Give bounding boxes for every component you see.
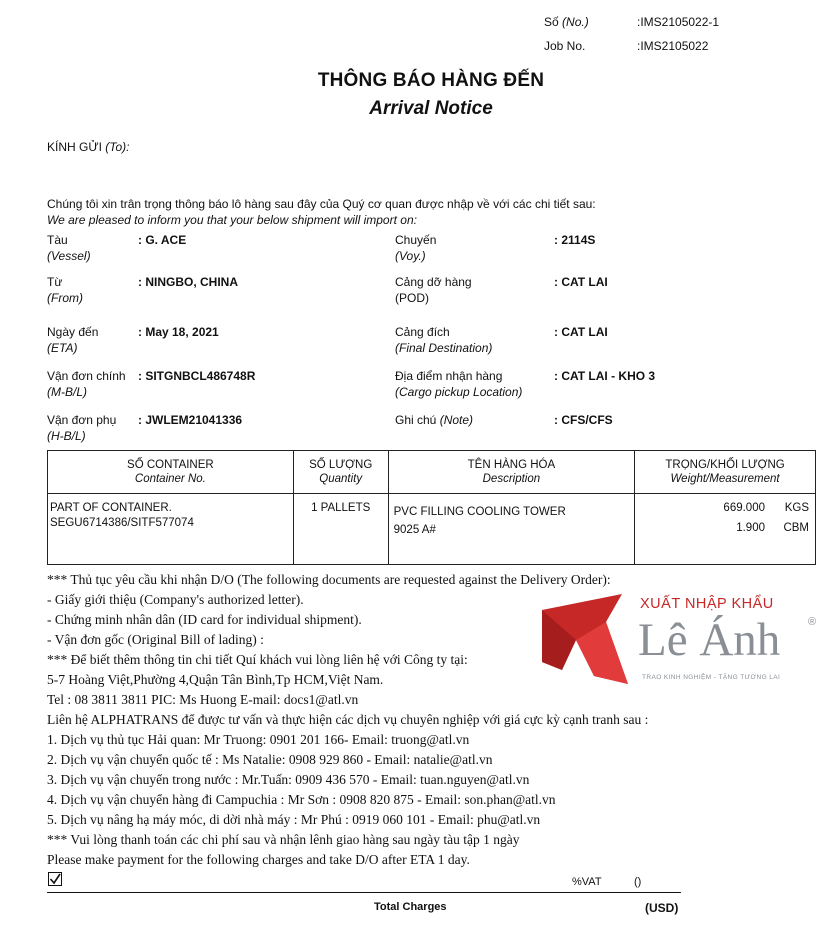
mbl-label-en: (M-B/L) (47, 385, 87, 399)
cell-quantity: 1 PALLETS (293, 494, 388, 565)
vessel-label (47, 233, 91, 263)
voyage-label (395, 233, 436, 263)
note-label (395, 413, 473, 427)
cell-description (388, 494, 635, 565)
desc-line-2: 9025 A# (393, 524, 436, 536)
final-dest-label-vn: Cảng đích (395, 325, 450, 339)
note-line: 5. Dịch vụ nâng hạ máy móc, di dời nhà máy : Mr Phú : 0919 060 101 - Email: phu@atl.vn (47, 812, 541, 827)
pod-label-en: (POD) (395, 291, 429, 305)
note-line: *** Thủ tục yêu cầu khi nhận D/O (The following documents are requested against the Delivery Order): (47, 572, 611, 587)
weight-value: 669.000 (723, 502, 765, 514)
to-label-vn: KÍNH GỬI (47, 140, 102, 154)
note-line: - Vận đơn gốc (Original Bill of lading) : (47, 632, 264, 647)
watermark-top: XUẤT NHẬP KHẨU (640, 596, 774, 612)
container-line-1: PART OF CONTAINER. (50, 502, 172, 514)
final-dest-value: : CAT LAI (554, 325, 608, 339)
to-label (47, 140, 130, 154)
mbl-label (47, 369, 126, 399)
note-line: - Chứng minh nhân dân (ID card for individual shipment). (47, 612, 362, 627)
vat-value: () (634, 876, 642, 888)
watermark-brand: Lê Ánh (638, 614, 781, 666)
header-container (48, 451, 294, 494)
container-line-2: SEGU6714386/SITF577074 (50, 517, 194, 529)
voyage-label-en: (Voy.) (395, 249, 426, 263)
mbl-label-vn: Vận đơn chính (47, 369, 126, 383)
total-divider (47, 892, 681, 893)
measure-value: 1.900 (736, 522, 765, 534)
note-label-en: (Note) (439, 413, 474, 427)
title-en: Arrival Notice (369, 98, 493, 119)
hbl-label-en: (H-B/L) (47, 429, 86, 443)
final-dest-label-en: (Final Destination) (395, 341, 493, 355)
header-quantity-en: Quantity (319, 473, 363, 485)
title-vn: THÔNG BÁO HÀNG ĐẾN (317, 70, 545, 91)
note-line: Liên hệ ALPHATRANS để được tư vấn và thực hiện các dịch vụ chuyên nghiệp với giá cực kỳ cạnh tranh sau : (47, 712, 649, 727)
header-weight-vn: TRỌNG/KHỐI LƯỢNG (665, 459, 785, 471)
hbl-label (47, 413, 116, 443)
watermark-tagline: TRAO KINH NGHIỆM - TẶNG TƯƠNG LAI (642, 674, 781, 681)
note-line: 5-7 Hoàng Việt,Phường 4,Quận Tân Bình,Tp HCM,Việt Nam. (47, 672, 384, 687)
watermark-logo (540, 592, 830, 686)
note-line: 3. Dịch vụ vận chuyển trong nước : Mr.Tuấn: 0909 436 570 - Email: tuan.nguyen@atl.vn (47, 772, 530, 787)
header-description-vn: TÊN HÀNG HÓA (467, 459, 556, 471)
job-label: Job No. (544, 39, 586, 53)
note-line: Please make payment for the following charges and take D/O after ETA 1 day. (47, 852, 470, 867)
job-value: :IMS2105022 (637, 39, 709, 53)
vessel-label-vn: Tàu (47, 233, 68, 247)
eta-label (47, 325, 98, 355)
no-value: :IMS2105022-1 (637, 15, 720, 29)
pod-value: : CAT LAI (554, 275, 608, 289)
desc-line-1: PVC FILLING COOLING TOWER (393, 506, 566, 518)
pickup-label-en: (Cargo pickup Location) (395, 385, 523, 399)
pod-label-vn: Cảng dỡ hàng (395, 275, 472, 289)
vat-label: %VAT (572, 876, 602, 888)
pickup-label (395, 369, 522, 399)
note-line: 1. Dịch vụ thủ tục Hải quan: Mr Truong: 0901 201 166- Email: truong@atl.vn (47, 732, 470, 747)
note-line: Tel : 08 3811 3811 PIC: Ms Huong E-mail: docs1@atl.vn (47, 692, 359, 707)
to-label-en: (To): (105, 140, 130, 154)
note-label-vn: Ghi chú (395, 413, 437, 427)
note-value: : CFS/CFS (554, 413, 613, 427)
table-row (48, 494, 816, 565)
pickup-label-vn: Địa điểm nhận hàng (395, 369, 503, 383)
vessel-label-en: (Vessel) (47, 249, 91, 263)
header-description-en: Description (482, 473, 541, 485)
hbl-label-vn: Vận đơn phụ (47, 413, 117, 427)
from-label (47, 275, 83, 305)
no-label (544, 15, 589, 29)
note-line: 2. Dịch vụ vận chuyển quốc tế : Ms Natalie: 0908 929 860 - Email: natalie@atl.vn (47, 752, 493, 767)
note-line: *** Để biết thêm thông tin chi tiết Quí khách vui lòng liên hệ với Công ty tại: (47, 652, 468, 667)
checkbox-checked-icon[interactable] (48, 872, 62, 886)
header-container-en: Container No. (134, 473, 206, 485)
eta-label-vn: Ngày đến (47, 325, 99, 339)
note-line: - Giấy giới thiệu (Company's authorized letter). (47, 592, 304, 607)
weight-unit: KGS (784, 502, 809, 514)
intro-en: We are pleased to inform you that your below shipment will import on: (47, 213, 417, 227)
note-line: 4. Dịch vụ vận chuyển hàng đi Campuchia : Mr Sơn : 0908 820 875 - Email: son.phan@atl.vn (47, 792, 556, 807)
eta-value: : May 18, 2021 (138, 325, 219, 339)
cell-weight (635, 494, 816, 565)
total-label: Total Charges (374, 901, 447, 913)
table-header-row (48, 451, 816, 494)
header-weight (635, 451, 816, 494)
from-label-vn: Từ (47, 275, 63, 289)
brand-logo-icon (540, 592, 640, 686)
eta-label-en: (ETA) (47, 341, 78, 355)
header-container-vn: SỐ CONTAINER (127, 459, 214, 471)
header-quantity-vn: SỐ LƯỢNG (309, 459, 373, 471)
header-quantity (293, 451, 388, 494)
header-description (388, 451, 635, 494)
watermark-reg: ® (808, 616, 817, 628)
from-value: : NINGBO, CHINA (138, 275, 238, 289)
total-currency: (USD) (645, 901, 679, 915)
pod-label (395, 275, 472, 305)
voyage-value: : 2114S (554, 233, 596, 247)
header-weight-en: Weight/Measurement (670, 473, 780, 485)
hbl-value: : JWLEM21041336 (138, 413, 243, 427)
measure-unit: CBM (783, 522, 809, 534)
no-label-vn: Số (544, 15, 559, 29)
vessel-value: : G. ACE (138, 233, 187, 247)
from-label-en: (From) (47, 291, 83, 305)
intro-vn: Chúng tôi xin trân trọng thông báo lô hàng sau đây của Quý cơ quan được nhập về với các chi tiết sau: (47, 197, 596, 211)
goods-table (47, 450, 816, 565)
cell-container (48, 494, 294, 565)
note-line: *** Vui lòng thanh toán các chi phí sau và nhận lênh giao hàng sau ngày tàu tập 1 ngày (47, 832, 520, 847)
no-label-en: (No.) (562, 15, 589, 29)
mbl-value: : SITGNBCL486748R (138, 369, 256, 383)
voyage-label-vn: Chuyến (395, 233, 437, 247)
final-dest-label (395, 325, 492, 355)
pickup-value: : CAT LAI - KHO 3 (554, 369, 656, 383)
